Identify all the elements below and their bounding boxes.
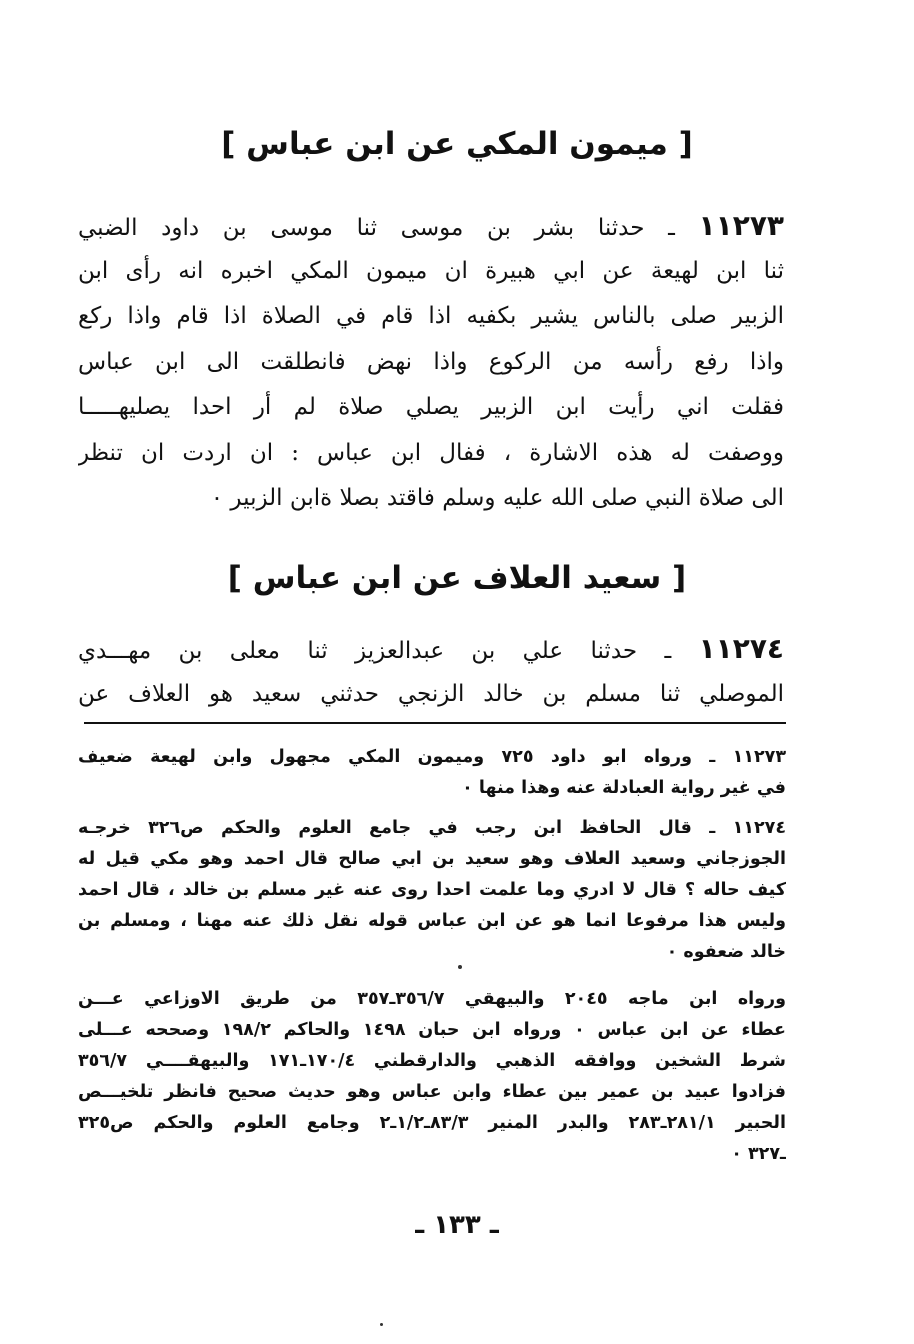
footnote-line: كيف حاله ؟ قال لا ادري وما علمت احدا روى عنه غير مسلم بن خالد ، قال احمد bbox=[78, 880, 786, 900]
footnote-line: ١١٢٧٤ ـ قال الحافظ ابن رجب في جامع العلوم والحكم ص٣٢٦ خرجـه bbox=[78, 818, 786, 838]
text-line: ثنا ابن لهيعة عن ابي هبيرة ان ميمون المكي اخبره انه رأى ابن bbox=[78, 257, 784, 284]
section-heading-saeed: [ سعيد العلاف عن ابن عباس ] bbox=[227, 560, 687, 596]
text-line: ١١٢٧٤ ـ حدثنا علي بن عبدالعزيز ثنا معلى بن مهـــدي bbox=[78, 632, 784, 665]
page-number: ـ ١٣٣ ـ bbox=[415, 1210, 499, 1240]
footnote-line: الجوزجاني وسعيد العلاف وهو سعيد بن ابي صالح قال احمد وهو مكي قيل له bbox=[78, 849, 786, 869]
footnote-11274-continued bbox=[78, 984, 786, 1170]
footnote-line: في غير رواية العبادلة عنه وهذا منها ٠ bbox=[462, 778, 786, 798]
footnote-line: فزادوا عبيد بن عمير بين عطاء وابن عباس وهو حديث صحيح فانظر تلخيـــص bbox=[78, 1082, 786, 1102]
scan-speck bbox=[458, 965, 462, 969]
footnote-line: وليس هذا مرفوعا انما هو عن ابن عباس قوله نقل ذلك عنه مهنا ، ومسلم بن bbox=[78, 911, 786, 931]
text-line: ووصفت له هذه الاشارة ، ففال ابن عباس : ان اردت ان تنظر bbox=[78, 439, 784, 466]
text-line: واذا رفع رأسه من الركوع واذا نهض فانطلقت الى ابن عباس bbox=[78, 348, 784, 375]
footnote-line: شرط الشخين ووافقه الذهبي والدارقطني ١٧٠/٤ـ١٧١ والبيهقــــي ٣٥٦/٧ bbox=[78, 1051, 786, 1071]
footnote-line: ١١٢٧٣ ـ ورواه ابو داود ٧٢٥ وميمون المكي مجهول وابن لهيعة ضعيف bbox=[78, 747, 786, 767]
footnote-line: ـ٣٢٧ ٠ bbox=[731, 1144, 786, 1164]
scan-speck bbox=[380, 1323, 383, 1326]
footnote-line: الحبير ٢٨١/١ـ٢٨٣ والبدر المنير ٨٣/٣ـ١/٢ـ٢ وجامع العلوم والحكم ص٣٢٥ bbox=[78, 1113, 786, 1133]
footnote-divider bbox=[84, 722, 786, 724]
hadith-number: ١١٢٧٤ bbox=[698, 632, 784, 665]
footnote-line: ورواه ابن ماجه ٢٠٤٥ والبيهقي ٣٥٦/٧ـ٣٥٧ من طريق الاوزاعي عـــن bbox=[78, 989, 786, 1009]
footnote-11274 bbox=[78, 813, 786, 968]
text-line: فقلت اني رأيت ابن الزبير يصلي صلاة لم أر احدا يصليهـــــا bbox=[78, 394, 784, 420]
footnote-line: خالد ضعفوه ٠ bbox=[666, 942, 786, 962]
footnote-11273 bbox=[78, 742, 786, 804]
hadith-number: ١١٢٧٣ bbox=[698, 209, 784, 242]
text-line: الى صلاة النبي صلى الله عليه وسلم فاقتد بصلا ةابن الزبير ٠ bbox=[210, 485, 784, 511]
text-line: الزبير صلى بالناس يشير بكفيه اذا قام في الصلاة اذا قام واذا ركع bbox=[78, 303, 784, 329]
text-line: الموصلي ثنا مسلم بن خالد الزنجي حدثني سعيد هو العلاف عن bbox=[78, 680, 784, 707]
hadith-11274-text bbox=[78, 626, 784, 717]
text-line: ١١٢٧٣ ـ حدثنا بشر بن موسى ثنا موسى بن داود الضبي bbox=[78, 209, 784, 242]
hadith-11273-text bbox=[78, 203, 784, 522]
section-heading-maymun: [ ميمون المكي عن ابن عباس ] bbox=[221, 126, 693, 162]
footnote-line: عطاء عن ابن عباس ٠ ورواه ابن حبان ١٤٩٨ والحاكم ١٩٨/٢ وصححه عـــلى bbox=[78, 1020, 786, 1040]
